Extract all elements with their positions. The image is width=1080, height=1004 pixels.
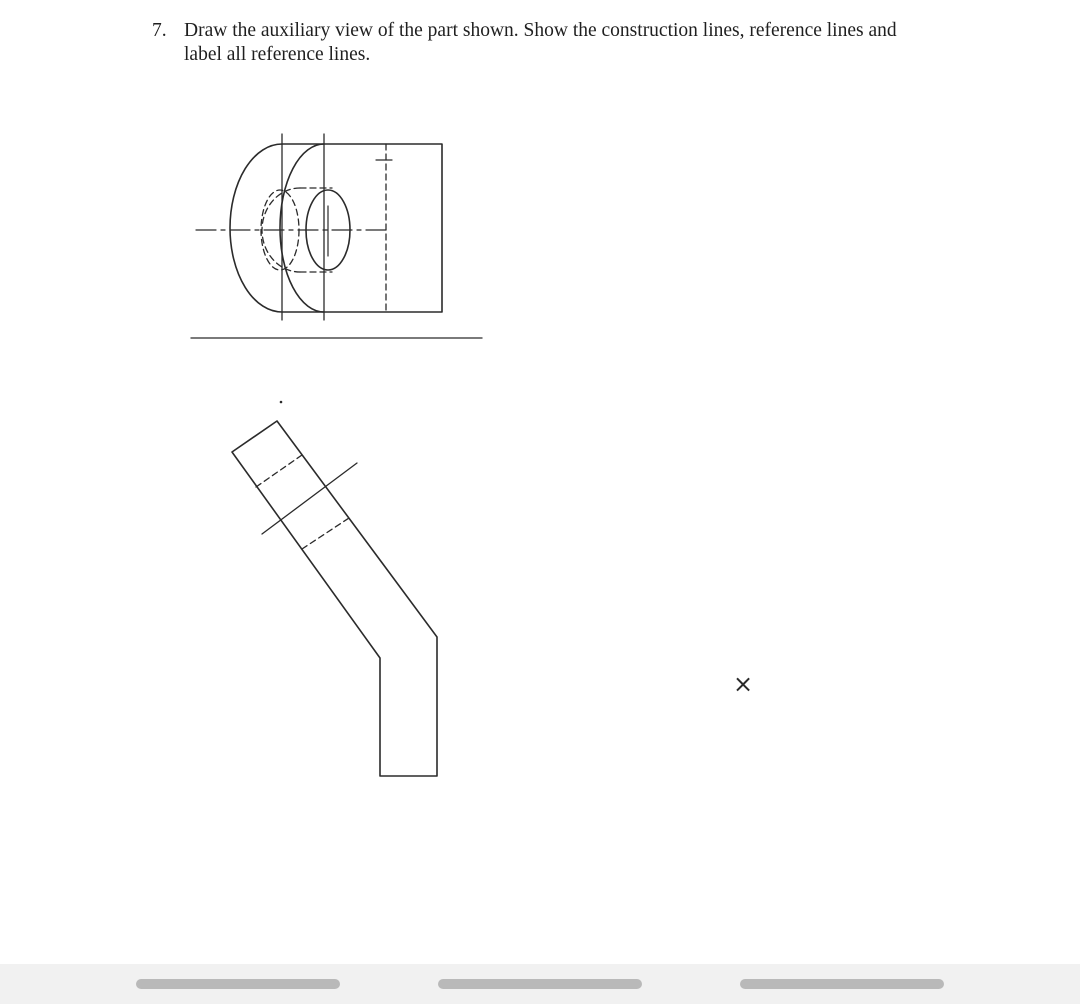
page-indicator-2[interactable] <box>438 979 642 989</box>
top-view-outline <box>232 421 437 776</box>
question-text: Draw the auxiliary view of the part shown. Show the construction lines, reference lines and label all reference lines. <box>184 20 897 65</box>
top-view-dot <box>280 401 283 404</box>
top-view <box>232 401 437 776</box>
top-view-hidden-line-2 <box>302 518 349 549</box>
page-indicator-1[interactable] <box>136 979 340 989</box>
top-view-hidden-line-1 <box>256 455 302 487</box>
page-indicator-bar <box>0 964 1080 1004</box>
question-number: 7. <box>152 20 167 41</box>
close-icon[interactable]: × <box>733 670 754 698</box>
front-view-outer-arc <box>230 144 282 312</box>
page-indicator-3[interactable] <box>740 979 944 989</box>
front-view <box>196 134 442 320</box>
front-view-inner-arc <box>280 144 324 312</box>
